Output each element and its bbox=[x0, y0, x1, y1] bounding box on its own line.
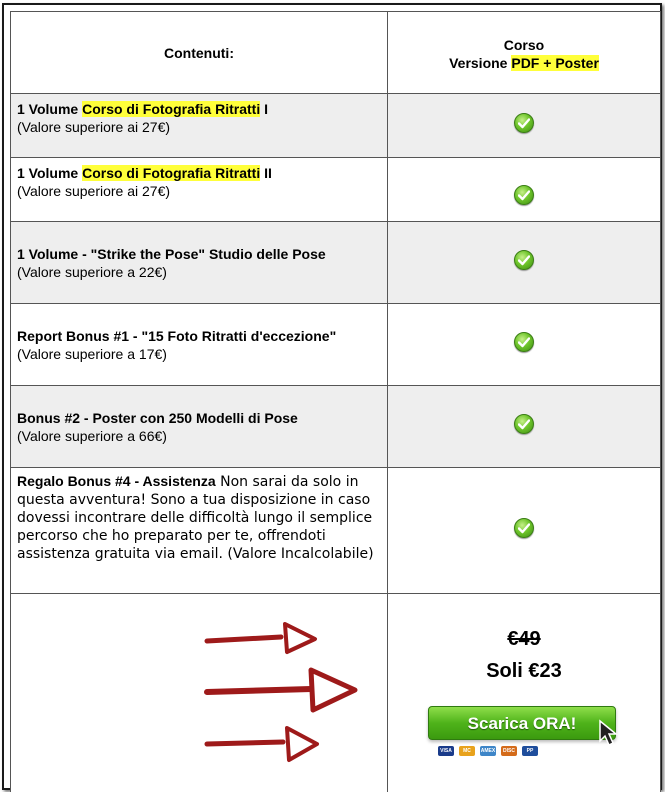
product-header-line1: Corso bbox=[503, 36, 545, 53]
table-row bbox=[11, 222, 661, 304]
arrows-cell bbox=[11, 594, 388, 792]
amex-icon: AMEX bbox=[480, 748, 496, 754]
red-arrow-icon bbox=[11, 594, 388, 792]
new-price: Soli €23 bbox=[486, 660, 562, 682]
check-circle-icon bbox=[514, 414, 534, 434]
comparison-table bbox=[10, 11, 661, 792]
product-header bbox=[388, 12, 661, 94]
check-circle-icon bbox=[514, 113, 534, 133]
table-row bbox=[11, 94, 661, 158]
check-circle-icon bbox=[514, 185, 534, 205]
check-circle-icon bbox=[514, 518, 534, 538]
old-price: €49 bbox=[507, 628, 541, 650]
download-now-button[interactable]: Scarica ORA! bbox=[428, 706, 616, 740]
row-contents: 1 Volume Corso di Fotografia Ritratti I (Valore superiore ai 27€) bbox=[11, 94, 388, 158]
price-cell bbox=[388, 594, 661, 792]
row-contents: 1 Volume Corso di Fotografia Ritratti II (Valore superiore ai 27€) bbox=[11, 158, 388, 222]
table-row bbox=[11, 158, 661, 222]
mastercard-icon: MC bbox=[459, 746, 475, 756]
contents-header: Contenuti: bbox=[11, 12, 388, 94]
row-contents: 1 Volume - "Strike the Pose" Studio delle Pose (Valore superiore a 22€) bbox=[11, 222, 388, 304]
check-circle-icon bbox=[514, 250, 534, 270]
table-row bbox=[11, 304, 661, 386]
row-included bbox=[388, 158, 661, 222]
product-version-highlight: PDF + Poster bbox=[511, 54, 599, 71]
discover-icon: DISC bbox=[501, 746, 517, 756]
row-included bbox=[388, 468, 661, 594]
payment-methods bbox=[438, 746, 538, 756]
product-header-line2: Versione PDF + Poster bbox=[449, 54, 599, 71]
check-circle-icon bbox=[514, 332, 534, 352]
row-included bbox=[388, 304, 661, 386]
offer-frame bbox=[2, 3, 662, 790]
row-contents: Bonus #2 - Poster con 250 Modelli di Pose (Valore superiore a 66€) bbox=[11, 386, 388, 468]
table-header-row bbox=[11, 12, 661, 94]
row-included bbox=[388, 386, 661, 468]
visa-icon: VISA bbox=[438, 746, 454, 756]
mouse-cursor-icon bbox=[598, 719, 620, 747]
row-included bbox=[388, 94, 661, 158]
table-row bbox=[11, 468, 661, 594]
paypal-icon: PP bbox=[522, 746, 538, 756]
row-included bbox=[388, 222, 661, 304]
row-contents: Regalo Bonus #4 - Assistenza Non sarai da solo in questa avventura! Sono a tua disposizione in caso dovessi incontrare delle difficoltà lungo il semplice percorso che ho preparato per te, offrendoti assistenza gratuita via email. (Valore Incalcolabile) bbox=[11, 468, 388, 594]
row-contents: Report Bonus #1 - "15 Foto Ritratti d'eccezione" (Valore superiore a 17€) bbox=[11, 304, 388, 386]
purchase-row bbox=[11, 594, 661, 792]
table-row bbox=[11, 386, 661, 468]
